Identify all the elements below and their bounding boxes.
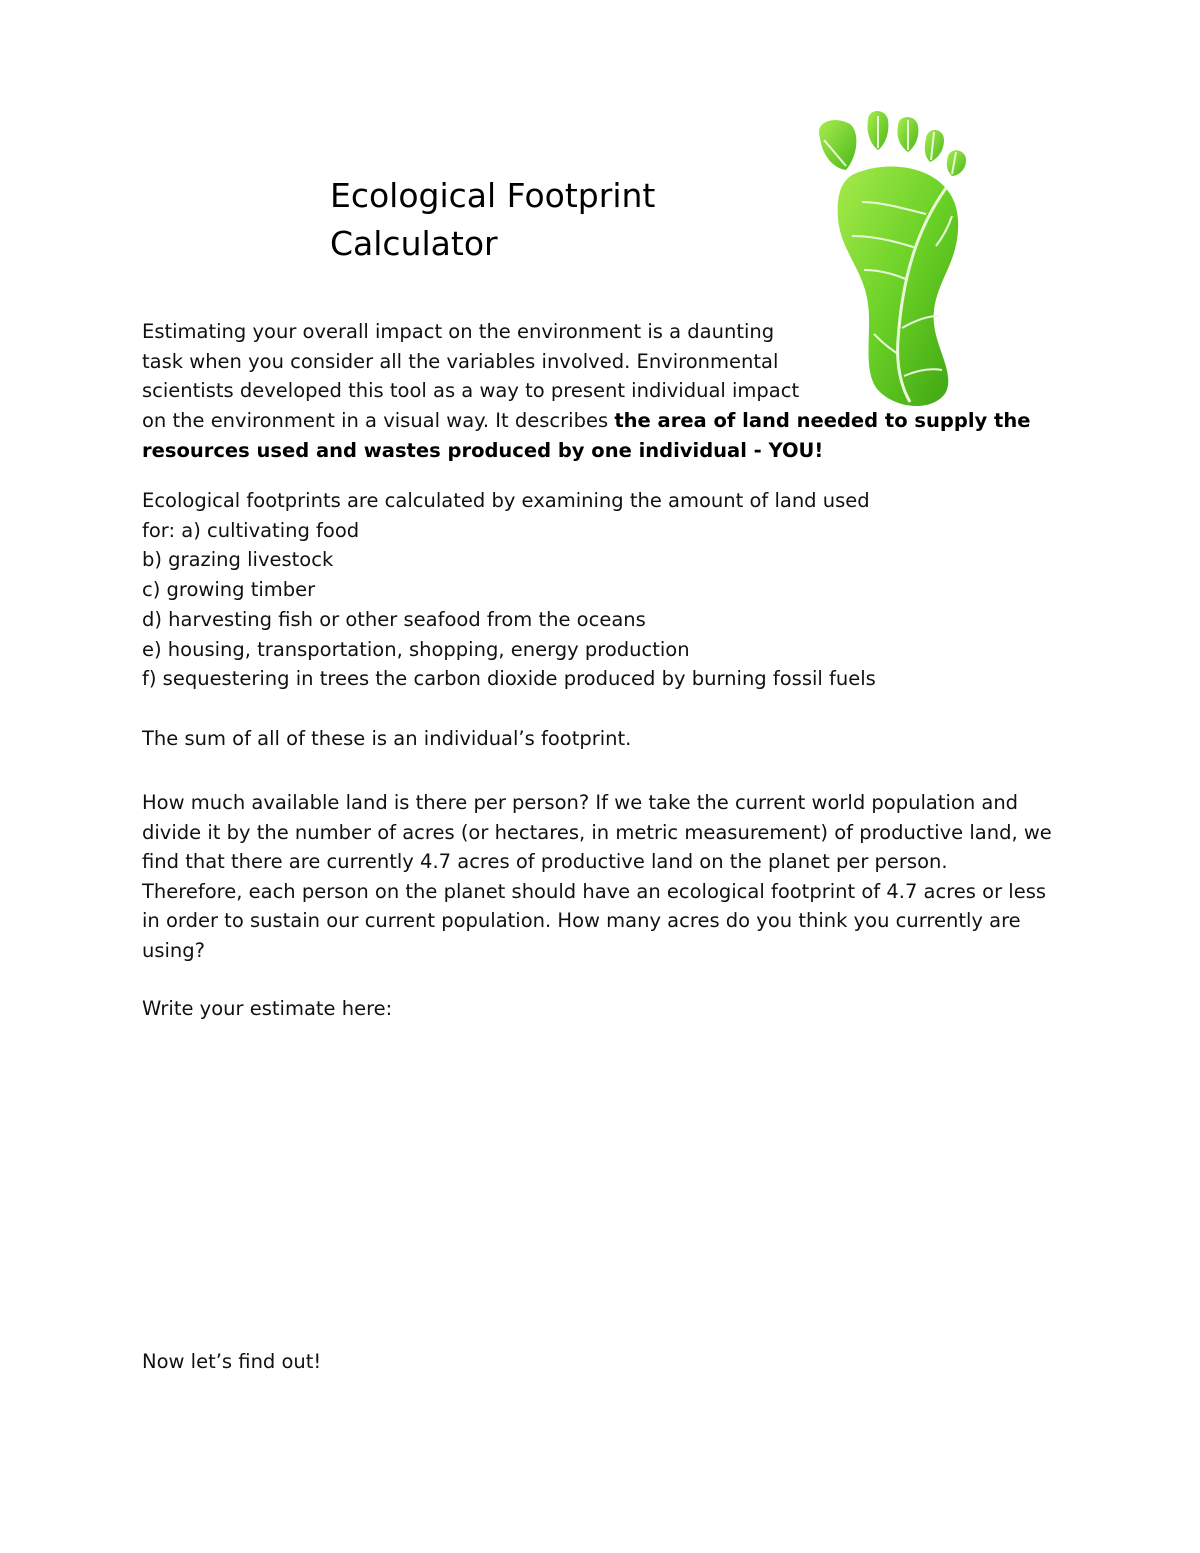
intro-line-4: on the environment in a visual way. It describes: [142, 409, 615, 433]
available-land-paragraph: How much available land is there per person? If we take the current world population and divide it by the number of acres (or hectares, in metric measurement) of productive land, we find that there are currently 4.7 acres of productive land on the planet per person. Therefore, each person on the planet should have an ecological footprint of 4.7 acres or less in order to sustain our current population. How many acres do you think you currently are using?: [142, 791, 1052, 962]
list-item-f: f) sequestering in trees the carbon dioxide produced by burning fossil fuels: [142, 667, 876, 691]
intro-line-2: task when you consider all the variables involved. Environmental: [142, 349, 779, 373]
list-intro-prefix: for:: [142, 518, 182, 542]
list-item-d: d) harvesting fish or other seafood from the oceans: [142, 607, 646, 631]
intro-emphasis: the area of land needed to supply the resources used and wastes produced by one individual - YOU!: [142, 409, 1031, 462]
page-title: [330, 172, 750, 268]
closing-text: Now let’s find out!: [142, 1350, 322, 1373]
title-line-1: Ecological Footprint: [330, 176, 656, 215]
list-intro-line-1: Ecological footprints are calculated by examining the amount of land used: [142, 489, 870, 512]
intro-line-1: Estimating your overall impact on the environment is a daunting: [142, 320, 775, 343]
estimate-prompt: Write your estimate here:: [142, 997, 393, 1020]
list-item-e: e) housing, transportation, shopping, energy production: [142, 637, 690, 661]
intro-paragraph: [142, 317, 1042, 466]
list-item: [142, 516, 1042, 546]
land-use-list: [142, 486, 1042, 694]
list-item-b: b) grazing livestock: [142, 548, 334, 572]
title-line-2: Calculator: [330, 224, 498, 263]
intro-line-3: scientists developed this tool as a way to present individual impact: [142, 379, 800, 403]
sum-paragraph: The sum of all of these is an individual’s footprint.: [142, 727, 632, 750]
toe-leaves: [819, 111, 966, 176]
list-item-a: a) cultivating food: [181, 518, 360, 542]
list-item-c: c) growing timber: [142, 578, 316, 602]
